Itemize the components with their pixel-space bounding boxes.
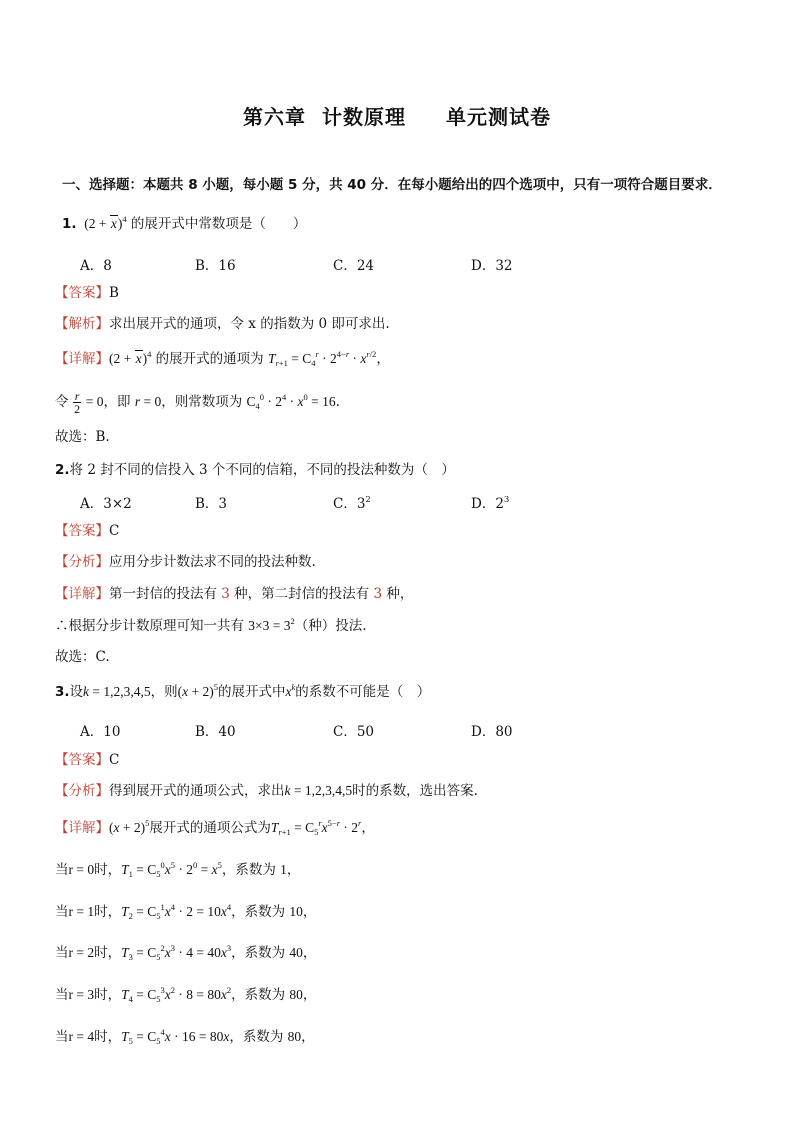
text: ， [302,987,317,1003]
text: ，系数为 [221,862,281,878]
answer-line [55,751,119,769]
choose-value: B. [95,429,110,445]
formula: k = 1,2,3,4,5 [83,684,151,699]
text: ， [302,904,317,920]
text: 设 [69,684,84,700]
question-text: 的展开式中常数项是（ ） [130,216,307,232]
formula: $T_2 = C_5^1x^4 \cdot 2 = 10x^4$ [121,902,232,921]
formula: $T_{r+1} = C_5^rx^{5-r} \cdot 2^r$ [270,818,362,837]
analysis-text: 求出展开式的通项，令 x 的指数为 0 即可求出. [109,316,390,332]
option-a: A．3×2 [80,496,132,512]
text: ，系数为 [231,987,290,1003]
option-d: D．80 [471,724,513,740]
text: ，系数为 [231,945,290,961]
text: ，则 [150,684,178,700]
text: ，系数为 [231,904,290,920]
text: 时， [94,862,122,878]
chapter-label: 第六章 [243,105,306,129]
page-title [0,105,794,129]
option-a: A．10 [80,724,121,740]
option-d: D．$2^3$ [471,495,510,512]
choose-label: 故选： [55,429,96,445]
case-line [55,944,316,962]
text: ，即 [103,394,131,410]
value: 80 [289,987,303,1002]
detail-line-2 [55,617,367,635]
analysis-tag: 【分析】 [55,783,109,799]
question-number: 1. [62,216,77,232]
question-1-stem [62,215,306,233]
formula: $T_4 = C_5^3x^2 \cdot 8 = 80x^2$ [121,985,232,1004]
answer-value: C [109,523,120,539]
answer-value: C [109,752,120,768]
formula: k = 1,2,3,4,5 [284,783,353,798]
case-line [55,1028,315,1046]
text: 的系数不可能是（ ） [295,684,431,700]
formula: $\frac{r}{2}$ [74,389,81,416]
value: 10 [289,904,303,919]
answer-tag: 【答案】 [55,752,109,768]
analysis-tag: 【分析】 [55,554,109,570]
detail-tag: 【详解】 [55,351,109,367]
option-c: C．$3^2$ [333,495,371,512]
question-number: 3. [55,684,70,700]
text: 当 [55,862,69,878]
text: 当 [55,904,69,920]
formula: $x^k$ [285,682,296,699]
text: 的展开式中 [218,684,286,700]
text: 当 [55,945,69,961]
chapter-name: 计数原理 [322,105,406,129]
text: （种）投法. [294,618,367,634]
detail-tag: 【详解】 [55,820,109,836]
text: ，则常数项为 [161,394,243,410]
text: 得到展开式的通项公式，求出 [109,783,285,799]
choose-line [55,648,110,666]
answer-line [55,284,119,302]
text: 时， [94,945,122,961]
case-line [55,861,300,879]
question-3-stem [55,683,430,701]
text: 令 [55,394,69,410]
answer-tag: 【答案】 [55,285,109,301]
text: 时的系数，选出答案. [352,783,478,799]
question-2-stem [55,461,455,479]
case-line [55,986,316,1004]
test-name: 单元测试卷 [446,105,551,129]
value: r = 1 [68,904,95,919]
value: 3 [221,586,230,602]
formula: $(x + 2)^5$ [109,818,150,835]
value: 40 [289,945,303,960]
formula: $(2 + x)^4$ [109,349,152,366]
analysis-line [55,315,390,333]
analysis-line [55,553,316,571]
answer-tag: 【答案】 [55,523,109,539]
choose-line [55,428,110,446]
question-number: 2. [55,462,70,478]
question-text: 将 2 封不同的信投入 3 个不同的信箱，不同的投法种数为（ ） [69,462,455,478]
text: 第一封信的投法有 [109,586,222,602]
option-b: B．16 [195,258,236,274]
detail-line [55,585,413,603]
text: 种， [382,586,414,602]
choose-label: 故选： [55,649,96,665]
detail-line-2: 令 $\frac{r}{2}$ = 0，即 r = 0，则常数项为 $C_4^0 \cdot 2^4 \cdot x^0 = 16$. [55,389,340,416]
value: r = 3 [68,987,95,1002]
text: ，系数为 [229,1029,288,1045]
detail-text: 的展开式的通项为 [155,351,264,367]
detail-tag: 【详解】 [55,586,109,602]
option-b: B．3 [195,496,228,512]
value: r = 2 [68,945,95,960]
formula: $T_{r+1} = C_4^r \cdot 2^{4-r} \cdot x^{r/2}$ [267,349,377,368]
text: ， [302,945,317,961]
text: 时， [94,1029,122,1045]
text: ∴根据分步计数原理可知一共有 [55,618,249,634]
text: 时， [94,904,122,920]
analysis-line [55,782,478,800]
text: 展开式的通项公式为 [149,820,271,836]
option-b: B．40 [195,724,236,740]
text: ， [301,1029,315,1045]
text: 当 [55,987,69,1003]
text: 当 [55,1029,69,1045]
value: r = 0 [68,862,95,877]
answer-line [55,522,119,540]
detail-line: 【详解】$(x + 2)^5$展开式的通项公式为$T_{r+1} = C_5^rx^{5-r} \cdot 2^r$， [55,818,375,837]
case-line [55,903,316,921]
text: 时， [94,987,122,1003]
formula: $T_5 = C_5^4x \cdot 16 = 80x$ [121,1027,230,1046]
analysis-text: 应用分步计数法求不同的投法种数. [109,554,316,570]
section-heading: 一、选择题：本题共 8 小题，每小题 5 分，共 40 分．在每小题给出的四个选项中，只有一项符合题目要求． [62,177,722,193]
text: ， [286,862,301,878]
formula: $(x + 2)^5$ [177,682,219,699]
option-a: A．8 [80,258,112,274]
choose-value: C. [95,649,110,665]
formula: $C_4^0 \cdot 2^4 \cdot x^0 = 16$ [246,392,336,411]
answer-value: B [109,285,119,301]
option-d: D．32 [471,258,513,274]
analysis-tag: 【解析】 [55,316,109,332]
formula: $T_1 = C_5^0x^5 \cdot 2^0 = x^5$ [121,860,222,879]
formula: $3\times 3 = 3^2$ [248,616,295,633]
text: 种，第二封信的投法有 [229,586,374,602]
value: 3 [373,586,383,602]
option-c: C．50 [333,724,375,740]
value: r = 4 [68,1029,95,1044]
detail-line: 【详解】$(2 + x)^4$ 的展开式的通项为 $T_{r+1} = C_4^r \cdot 2^{4-r} \cdot x^{r/2}$， [55,349,390,368]
value: 1 [280,862,287,877]
value: 80 [287,1029,302,1044]
formula: $T_3 = C_5^2x^3 \cdot 4 = 40x^3$ [121,943,232,962]
option-c: C．24 [333,258,375,274]
formula: $(2 + x)^4$ [80,214,127,231]
